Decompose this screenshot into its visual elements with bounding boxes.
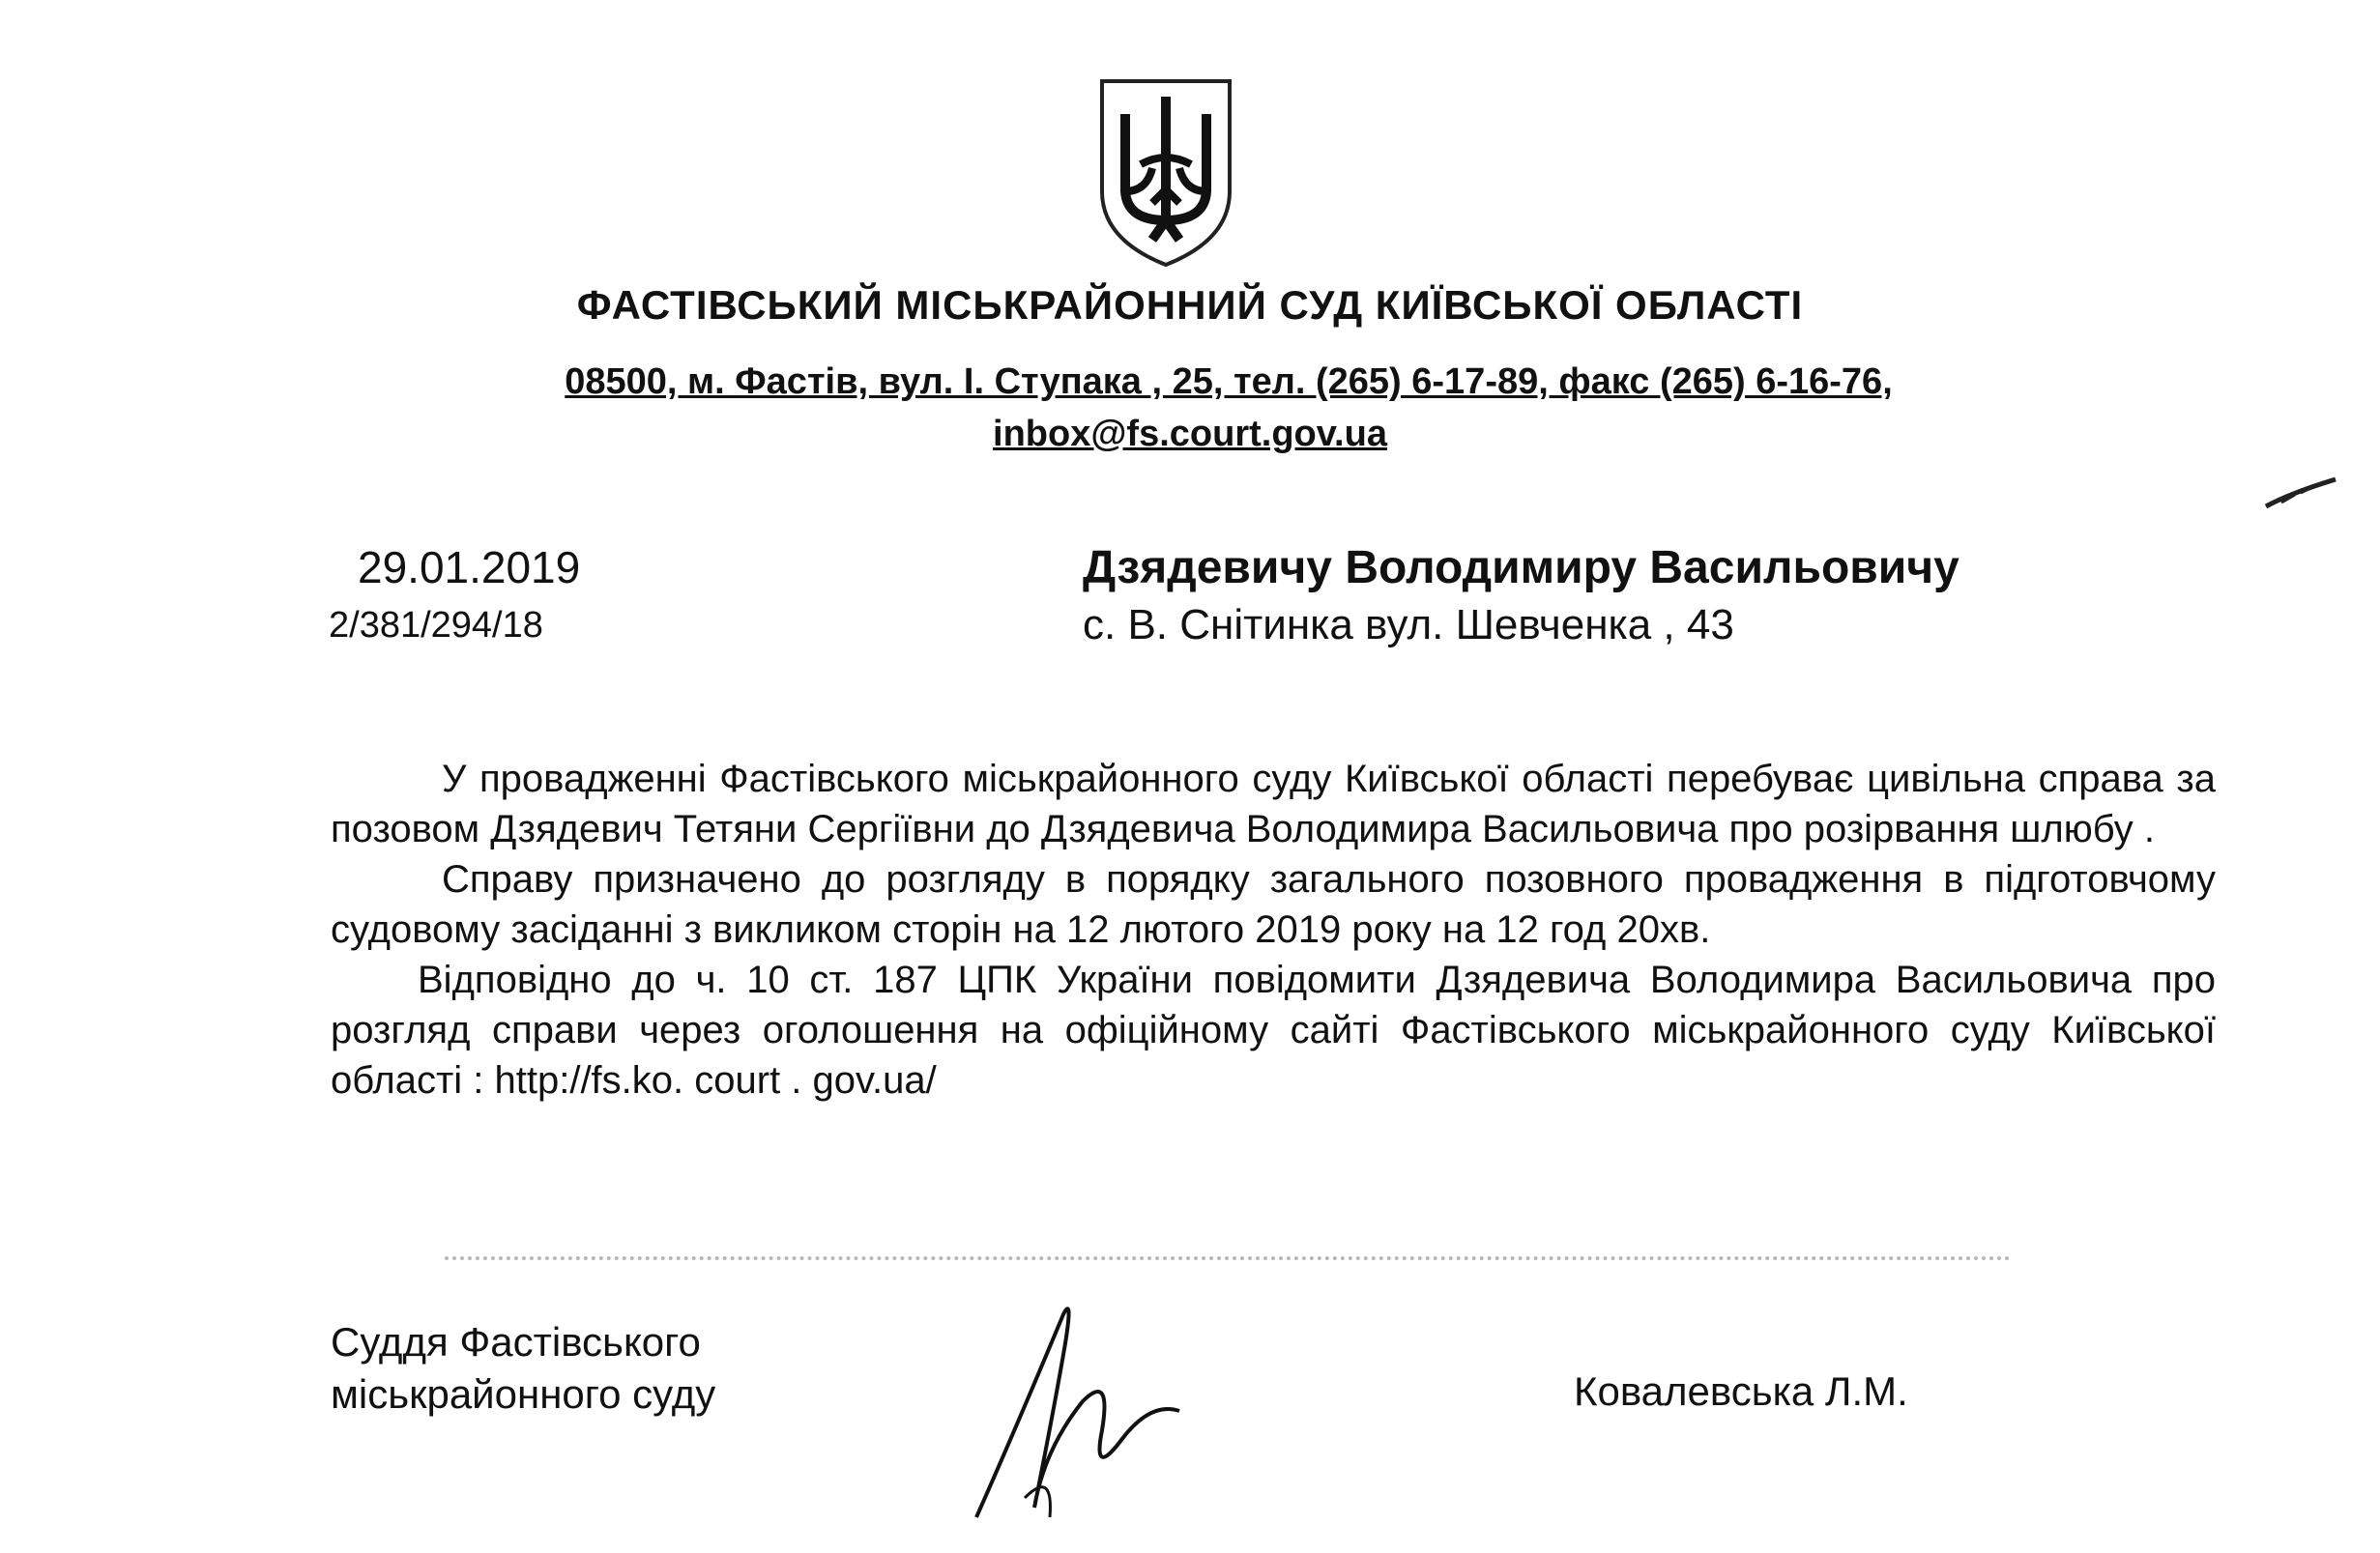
signature-icon [957,1276,1363,1527]
body-paragraph-1: У провадженні Фастівського міськрайонного суду Київської області перебуває цивільна справа за позовом Дзядевич Тетяни Сергіївни до Дзядевича Володимира Васильовича про розірвання шлюбу . [331,758,2216,850]
judge-title-line-2: міськрайонного суду [331,1371,716,1417]
bleed-through-line [445,1256,2011,1260]
court-email: inbox@fs.court.gov.ua [993,414,1387,454]
recipient-address: с. В. Снітинка вул. Шевченка , 43 [1083,601,1734,648]
recipient-name: Дзядевичу Володимиру Васильовичу [1083,542,1959,593]
body-paragraph-2: Справу призначено до розгляду в порядку загального позовного провадження в підготовчому судовому засіданні з викликом сторін на 12 лютого 2019 року на 12 год 20хв. [331,858,2216,951]
coat-of-arms-icon [1094,75,1237,269]
pen-mark-icon [2262,474,2339,512]
judge-name: Ковалевська Л.М. [1574,1368,1908,1414]
letter-body [331,754,2216,1106]
judge-title-line-1: Суддя Фастівського [331,1319,701,1365]
case-number: 2/381/294/18 [329,605,543,646]
court-name: ФАСТІВСЬКИЙ МІСЬКРАЙОННИЙ СУД КИЇВСЬКОЇ ОБЛАСТІ [576,282,1804,328]
body-paragraph-3: Відповідно до ч. 10 ст. 187 ЦПК України повідомити Дзядевича Володимира Васильовича про розгляд справи через оголошення на офіційному сайті Фастівського міськрайонного суду Київської області : http://fs.ko. court . gov.ua/ [331,959,2216,1102]
court-address: 08500, м. Фастів, вул. І. Ступака , 25, тел. (265) 6-17-89, факс (265) 6-16-76, [565,361,1893,402]
judge-title [331,1316,715,1421]
letter-date: 29.01.2019 [358,542,581,592]
